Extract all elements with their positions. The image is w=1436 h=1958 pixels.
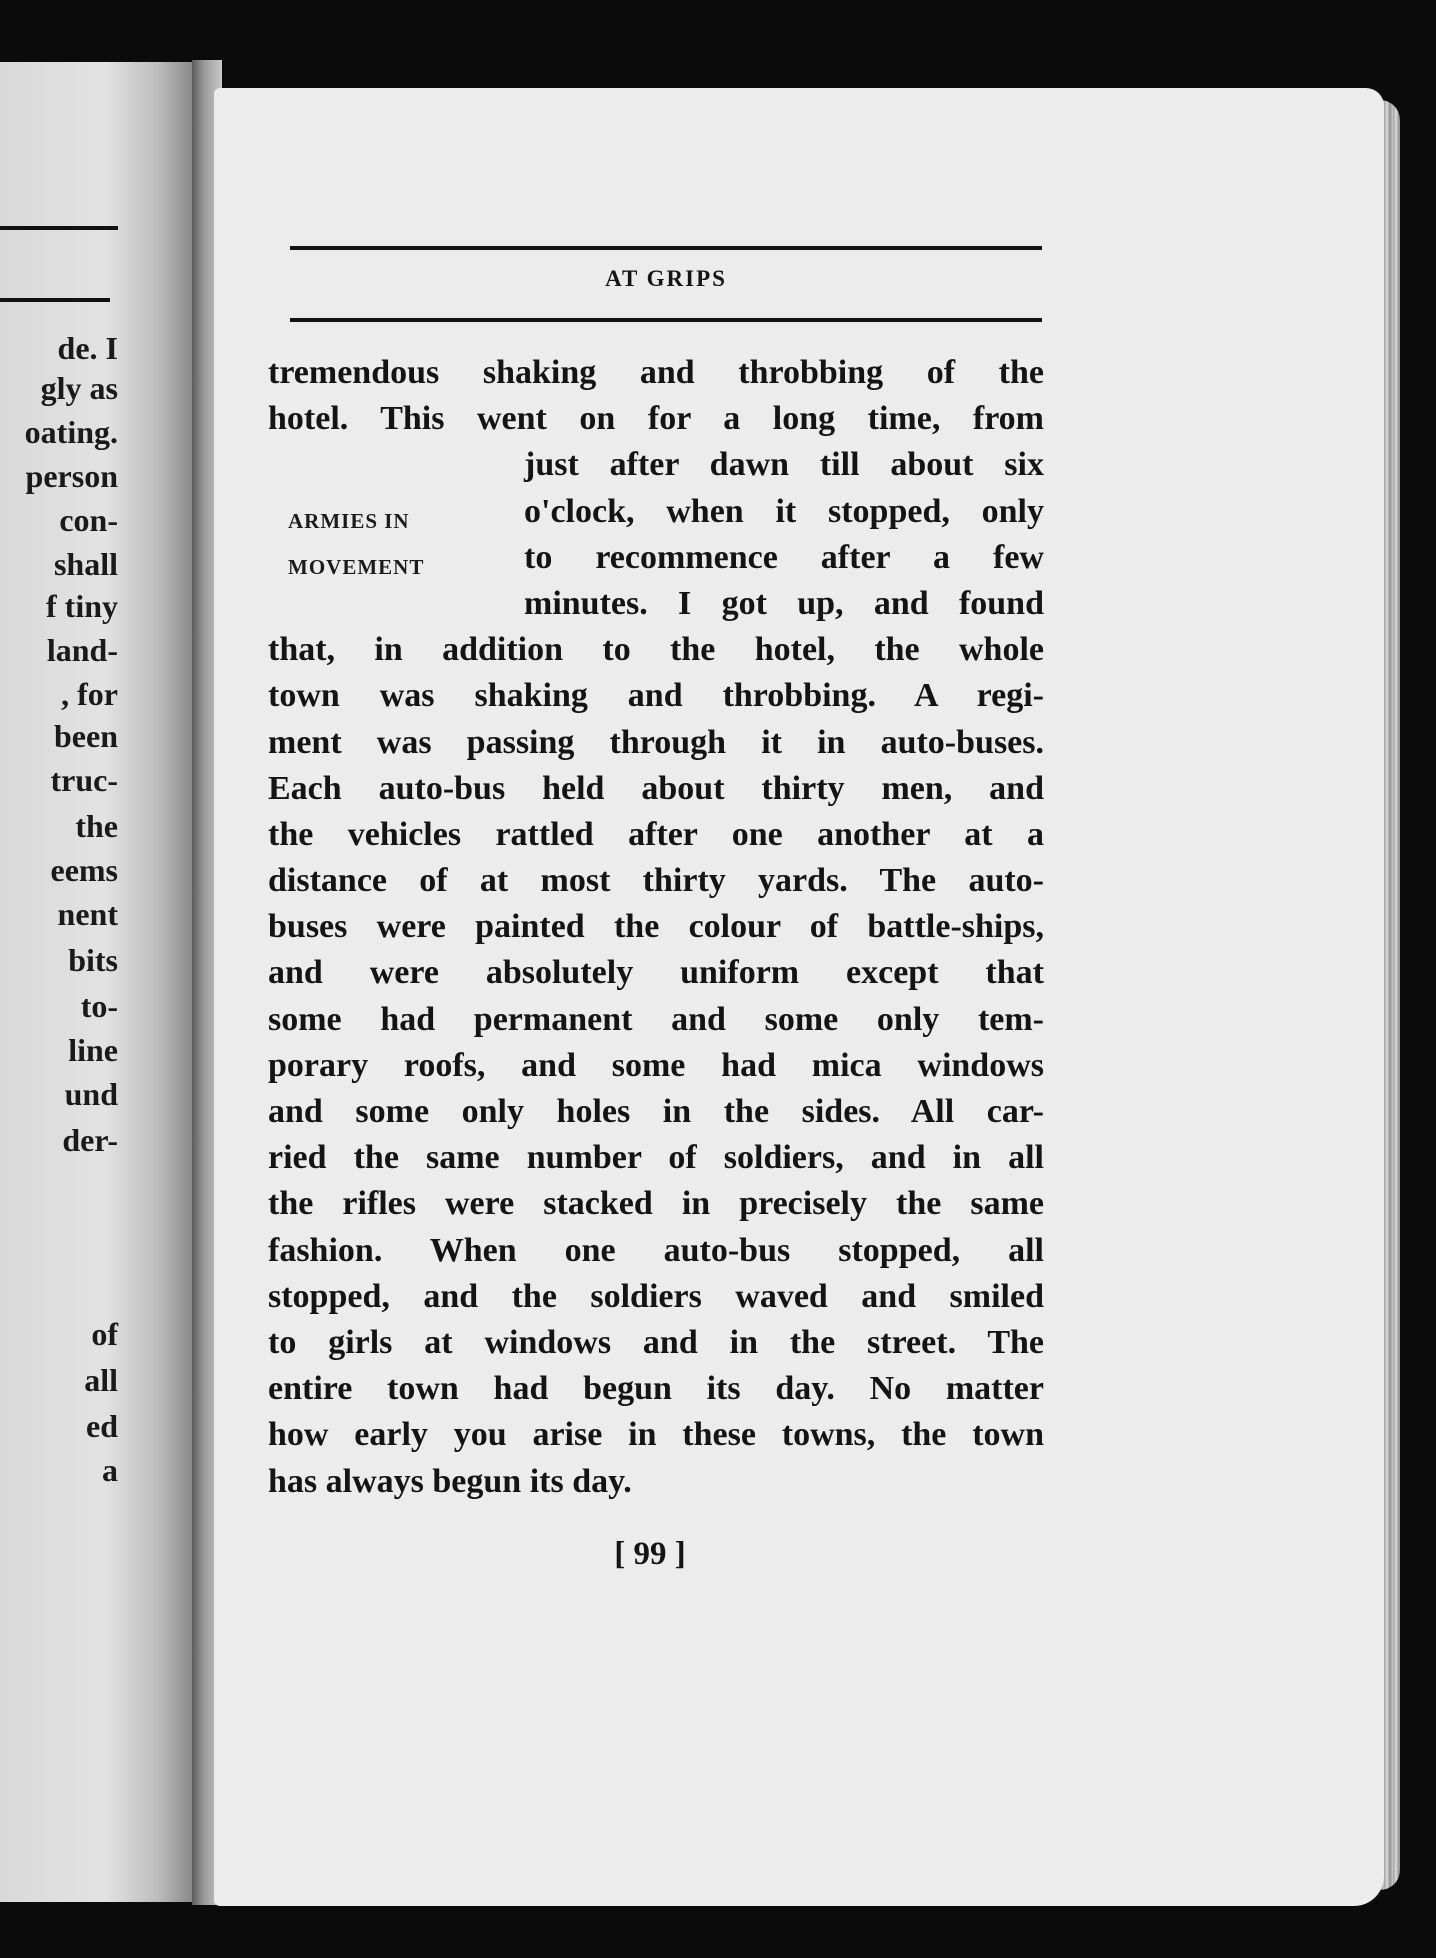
text-line: entire town had begun its day. No matter	[268, 1370, 1044, 1408]
facing-page-line: f tiny	[46, 588, 118, 624]
facing-page-line: a	[102, 1452, 118, 1488]
facing-page-line: und	[64, 1076, 118, 1112]
text-line: town was shaking and throbbing. A regi-	[268, 677, 1044, 715]
text-line: and some only holes in the sides. All car-	[268, 1093, 1044, 1130]
text-line: some had permanent and some only tem-	[268, 1000, 1044, 1038]
text-line: just after dawn till about six	[524, 446, 1044, 484]
text-line: ried the same number of soldiers, and in all	[268, 1139, 1044, 1177]
facing-page-line: all	[84, 1362, 118, 1398]
facing-page-line: ed	[86, 1408, 118, 1444]
text-line: distance of at most thirty yards. The auto-	[268, 862, 1044, 900]
text-line: tremendous shaking and throbbing of the	[268, 354, 1044, 391]
facing-page-line: to-	[80, 988, 118, 1024]
header-rule-bottom	[290, 318, 1042, 322]
text-line: that, in addition to the hotel, the whole	[268, 631, 1044, 669]
running-head: AT GRIPS	[605, 266, 727, 291]
facing-page-fragment	[0, 62, 192, 1902]
text-line: has always begun its day.	[268, 1462, 632, 1500]
facing-page-line: bits	[68, 942, 118, 978]
facing-page-rule-top	[0, 226, 118, 230]
text-line: Each auto-bus held about thirty men, and	[268, 769, 1044, 807]
text-line: and were absolutely uniform except that	[268, 954, 1044, 992]
facing-page-line: person	[25, 458, 118, 494]
text-line: to recommence after a few	[524, 538, 1044, 576]
text-line: ment was passing through it in auto-buses.	[268, 723, 1044, 761]
facing-page-line: shall	[53, 546, 118, 582]
facing-page-line: eems	[50, 852, 118, 888]
facing-page-line: truc-	[50, 762, 118, 798]
text-line: the vehicles rattled after one another at a	[268, 815, 1044, 853]
facing-page-line: de. I	[57, 330, 118, 366]
facing-page-rule-bottom	[0, 298, 110, 302]
facing-page-line: land-	[46, 632, 118, 668]
facing-page-line: nent	[57, 896, 118, 932]
text-line: hotel. This went on for a long time, from	[268, 400, 1044, 438]
margin-note-line: ARMIES IN	[288, 509, 410, 533]
facing-page-line: gly as	[40, 370, 118, 406]
facing-page-line: con-	[59, 502, 118, 538]
margin-note-line: MOVEMENT	[288, 555, 425, 579]
facing-page-line: oating.	[24, 414, 118, 450]
text-line: buses were painted the colour of battle-ships,	[268, 908, 1044, 946]
text-line: how early you arise in these towns, the town	[268, 1416, 1044, 1454]
facing-page-line: line	[68, 1032, 118, 1068]
text-line: porary roofs, and some had mica windows	[268, 1046, 1044, 1084]
text-line: to girls at windows and in the street. The	[268, 1323, 1044, 1361]
text-line: minutes. I got up, and found	[524, 584, 1044, 622]
facing-page-line: der-	[62, 1122, 118, 1158]
facing-page-line: , for	[61, 676, 118, 712]
facing-page-line: been	[54, 718, 118, 754]
text-line: fashion. When one auto-bus stopped, all	[268, 1231, 1044, 1269]
page-number: [ 99 ]	[614, 1536, 686, 1572]
text-line: o'clock, when it stopped, only	[524, 492, 1044, 530]
facing-page-line: of	[91, 1316, 118, 1352]
text-line: the rifles were stacked in precisely the same	[268, 1185, 1044, 1223]
text-line: stopped, and the soldiers waved and smiled	[268, 1277, 1044, 1315]
facing-page-line: the	[75, 808, 118, 844]
body-text	[268, 350, 1044, 1505]
header-rule-top	[290, 246, 1042, 250]
